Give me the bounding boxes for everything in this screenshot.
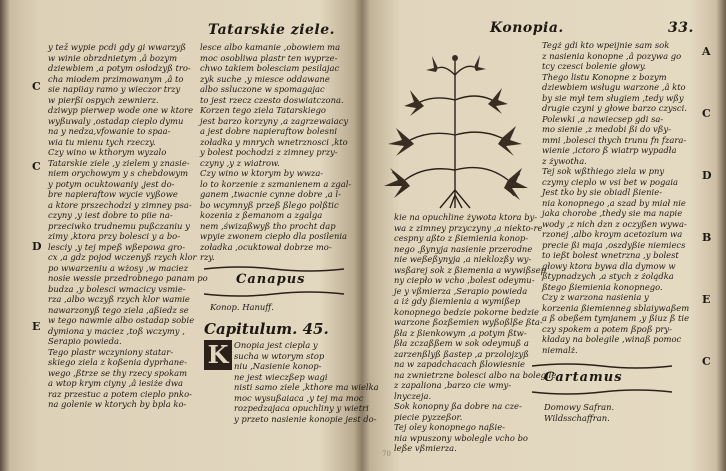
text-line: mmi ,bolesci thych trunu fn fzara- [542, 134, 687, 145]
text-line: z zapaliona ,barzo cie wmy- [394, 380, 512, 390]
hemp-plant-woodcut [380, 40, 530, 210]
text-line: kładay na bolegile ,winaß pomoc [542, 334, 682, 344]
text-line: wia tu mienu tych rzeczy. [48, 136, 156, 147]
text-line: Serapio powieda. [48, 336, 122, 346]
text-line: zoładka ,ocuktował dobrze mo- [200, 241, 332, 252]
decorated-initial: K [204, 340, 232, 370]
text-line: nie weßeßynyja ,a nieklozßy wy- [394, 254, 532, 264]
ornament-rule [532, 388, 672, 396]
text-line: na golenie w ktorych by bpla ko- [48, 399, 187, 409]
text-line: skiego ziela z koßenia dyprhane- [48, 357, 187, 367]
text-line: to jest rzecz czesto doswiatczona. [200, 94, 344, 105]
text-line: nisti samo ziele ,kthore ma wielka [234, 382, 379, 392]
text-line: zarzenßlyß ßastep ,a przolojzyß [394, 348, 529, 359]
text-line: korzenia ßiemienneg sblaiywaßem [542, 302, 690, 313]
text-line: czyny ,y z wiatrow. [200, 157, 280, 168]
text-line: wody ,z nich dzn z oczyßen wywa- [542, 218, 687, 229]
text-line: nia konopnego ,a szad by miał nie [542, 197, 686, 208]
text-line: y potym ocuktowaniy ,jest do- [48, 178, 175, 189]
text-line: w pierßi ospych zewnierz. [48, 94, 159, 105]
text-line: w winie obrzdnietym ,â bozym [48, 52, 178, 63]
text-line: ßła z ßienkowym ,a potym ßtw- [394, 327, 527, 338]
text-line: moc osobliwa plastr ten wyprze- [200, 52, 338, 63]
page-number: 33. [668, 20, 694, 36]
page-stamp: 70 [382, 450, 391, 458]
text-line: Polewki ,a nawiecsep gdi sa- [542, 113, 664, 124]
text-line: nia wpuszony wbolegle vcho bo [394, 432, 528, 443]
margin-letter: D [702, 169, 712, 182]
text-line: zimy ,ktora przy bolesci y a bo- [48, 231, 181, 241]
text-line: wsßarej sok z ßiemenia a wywißsep [394, 264, 546, 275]
latin-title: Canapus [236, 272, 306, 287]
text-line: zoładka y mnrych wnetrznosci ,kto [200, 136, 348, 147]
text-line: rzy. [200, 252, 215, 262]
text-line: bre napieraftow wycie vyßowe [48, 189, 178, 199]
text-line: z nasienia konopne ,â pozywa go [542, 50, 682, 61]
text-line: po wwarzeniu a wżosy ,w maciez [48, 262, 189, 273]
text-line: dziewbiem wsługu warzone ,â kto [542, 82, 686, 92]
ornament-rule [532, 362, 672, 370]
text-line: wego ,ßtrze se thy rzecy spokam [48, 367, 188, 378]
text-line: wyßuwaly ,ostadap cieplo dymu [48, 115, 184, 126]
right-column-text [542, 40, 702, 355]
text-line: cespny aßto z ßiemienia konop- [394, 233, 529, 243]
text-line: ßła zczaßßem w sok odeymuß a [394, 338, 529, 348]
text-line: rzonej ,albo kroym acetozium wa [542, 229, 683, 239]
chapter-title: Capitulum. 45. [204, 320, 329, 338]
text-line: niem orychowym y s chebdowym [48, 168, 189, 178]
text-line: nego ,ßynyja nasienie przerodne [394, 243, 533, 254]
text-line: Jest tko by sie obiadl ßienie- [542, 187, 662, 197]
chapter-text [234, 340, 379, 424]
margin-letter: C [32, 80, 41, 93]
ornament-rule [204, 290, 344, 298]
text-line: y tež wypie pcdi gdy gi wwarzyß [48, 42, 186, 52]
left-column-1 [48, 42, 208, 410]
text-line: Czy z warzona nasienia y [542, 292, 649, 302]
text-line: a jest dobre napieraftow bolesni [200, 126, 338, 136]
text-line: budza ,y bolesci wmacicy vsmie- [48, 283, 186, 294]
text-line: a ktore prszechodzi y zimney psa- [48, 199, 192, 210]
text-line: moc wysußaiaca ,y tej ma moc [234, 392, 364, 403]
text-line: Czy wino w ktorym by wwza- [200, 168, 324, 178]
margin-letter: E [702, 293, 711, 306]
text-line: z żywotha. [542, 155, 587, 166]
text-line: Korzen tego ziela Tatarskiego [200, 105, 326, 115]
text-line: mo sienie ,z medobi ßi do vßy- [542, 124, 671, 134]
text-line: Tatarskie ziele ,y zielem y znasie- [48, 157, 190, 168]
text-line: kie na opuchline żywota ktora by- [394, 212, 538, 222]
text-line: albo ssluczone w spomagajac [200, 84, 325, 94]
margin-letter: B [702, 231, 712, 244]
text-line: dziewbiem ,a potym osłodzyß tro- [48, 63, 191, 73]
text-line: to ießt bolest wnetrzna ,y bolest [542, 250, 679, 260]
text-line: Tegż gdi kto wpeijnie sam sok [542, 40, 670, 50]
text-line: wa z zimney przyczyny ,a niekto-re [394, 222, 543, 233]
text-line: bo wcymnyß przeß ßlego polßtic [200, 199, 339, 210]
text-line: ganem ,twacnie cynne dobre ,a l- [200, 189, 341, 199]
text-line: tcy czesci bolenie głowy. [542, 61, 647, 71]
text-line: by sie mył tem sługiem ,tedy wßy [542, 92, 684, 103]
text-line: precie ßi maja ,oszdyßie niemiecs [542, 239, 686, 250]
right-page [372, 0, 714, 471]
text-line: sucha w wtorym stop [234, 350, 325, 361]
latin-title-cartamus: Cartamus [544, 370, 623, 385]
text-line: lesciy ,y tej mpeß wßepowa gro- [48, 241, 186, 252]
text-line: rozpedzajaca opuchliny y wietri [234, 403, 369, 413]
text-line: czymy cieplo w vsi bet w pogaia [542, 176, 679, 187]
text-line: a wtop krym ciyny ,â iesiże dwa [48, 378, 184, 388]
text-line: Sok konopny ßa dobre na cze- [394, 401, 522, 411]
text-line: lo to korzenie z szmanienem a zgal- [200, 178, 352, 189]
text-line: na y nedza,vfowanie to spaa- [48, 126, 171, 136]
text-line: raz przestuc a potem cieplo pnko- [48, 388, 192, 399]
text-line: je y vßmierza ,Serapio powieda [394, 285, 528, 296]
margin-letter: C [702, 107, 711, 120]
right-column-below-plant [394, 212, 557, 454]
text-line: w tego nawmie albo ostadap sobie [48, 315, 195, 325]
text-line: przeciwko trudnemu pußczaniu y [48, 220, 190, 231]
text-line: zyk suche ,y miesce oddawane [200, 73, 330, 84]
margin-letter: C [32, 160, 41, 173]
text-line: ßtego ßiemienia konopnego. [542, 281, 663, 292]
text-line: na w zapadchacach ßlowiesnie [394, 359, 525, 369]
text-line: dziwyp pierwep wode one w ktore [48, 105, 194, 115]
text-line: a iż gdy ßiemienia a wymißep [394, 296, 521, 306]
text-line: niu ,Nasienie konop- [234, 361, 322, 371]
text-line: lesce albo kamanie ,obowiem ma [200, 42, 341, 52]
text-line: dymiona y maciez ,toß wczymy , [48, 325, 185, 336]
text-line: a ß obeßem tymjanem ,y ßiuz ß tie [542, 313, 690, 323]
text-line: Thego listu Konopne z bozym [542, 71, 667, 82]
text-line: cha miodem przimowanym ,â to [48, 73, 184, 84]
text-line: drugie czyni y głowe barzo czysci. [542, 103, 687, 113]
text-line: chwo takiem bolesciam pesilajac [200, 63, 340, 73]
text-line: niemalż. [542, 344, 578, 355]
text-line: czy spokem a potem ßpoß pry- [542, 323, 672, 334]
text-line: jaka chorobe ,thedy sie ma napie [542, 208, 683, 218]
text-line: ny ciepło w vcho ,bolest odeymu- [394, 275, 535, 285]
text-line: wpyie zwonem ciepło dla posilenia [200, 231, 348, 241]
text-line: rza ,albo wczyß rzych klor wamie [48, 294, 190, 304]
text-line: lnyczeja. [394, 390, 432, 401]
text-line: na zwnietrzne bolesci albo na bolegile [394, 369, 557, 380]
text-line: wienie ,ictoro ß wiatrp wypadła [542, 145, 677, 155]
text-line: warzone ßozßemien wyßoßlße ßta- [394, 317, 543, 327]
text-line: ne jest wieczßep wagi [234, 371, 328, 382]
text-line: konopnego bedzie pokorne bedzie [394, 306, 539, 317]
text-line: leße vßmierza. [394, 443, 457, 453]
text-line: ßtypnadzych ,a stych z żolądka [542, 271, 674, 281]
left-page [14, 0, 379, 471]
running-head-left: Tatarskie ziele. [208, 22, 336, 38]
text-line: nosie wessie przedrobnego panam po [48, 273, 208, 283]
text-line: Tej sok wßthiego ziela w pny [542, 166, 665, 176]
left-column-2 [200, 42, 350, 263]
text-line: czyny ,y iest dobre to piie na- [48, 210, 173, 220]
margin-letter: C [702, 355, 711, 368]
margin-letter: A [702, 45, 711, 58]
text-line: kozenia z ßemanom a zgalga [200, 210, 323, 220]
text-line: nawarzonyß tego ziela ,aßiedz se [48, 304, 189, 315]
german-label-cartamus: Domowy Safran. Wildsschaffran. [544, 402, 615, 423]
running-head-right: Konopia. [490, 20, 564, 36]
text-line: y przeto nasienie konopie jest do- [234, 413, 377, 424]
text-line: Tej oley konopnego naßie- [394, 422, 505, 432]
text-line: piecie pyzzeßor. [394, 411, 463, 422]
text-line: Tego plastr wczyniony statar- [48, 346, 174, 357]
text-line: Onopia jest ciepla y [234, 340, 318, 350]
text-line: cx ,a gdz pojod wczenyß rzych klor [48, 252, 197, 262]
text-line: głowy ktora bywa dla dymow w [542, 260, 676, 271]
german-label: Konop. Hanuff. [210, 302, 274, 312]
text-line: y bolest pochodzi z zimney przy- [200, 147, 338, 157]
text-line: nem ,świzaßwyß tho procht dap [200, 220, 336, 231]
text-line: jest barzo korzyny ,a zagrzewaiacy [200, 115, 349, 126]
text-line: sie napiiay ramo y wieczor trzy [48, 84, 181, 94]
margin-letter: E [32, 320, 41, 333]
text-line: Czy wino w kthorym wyzalo [48, 147, 167, 157]
margin-letter: D [32, 240, 42, 253]
